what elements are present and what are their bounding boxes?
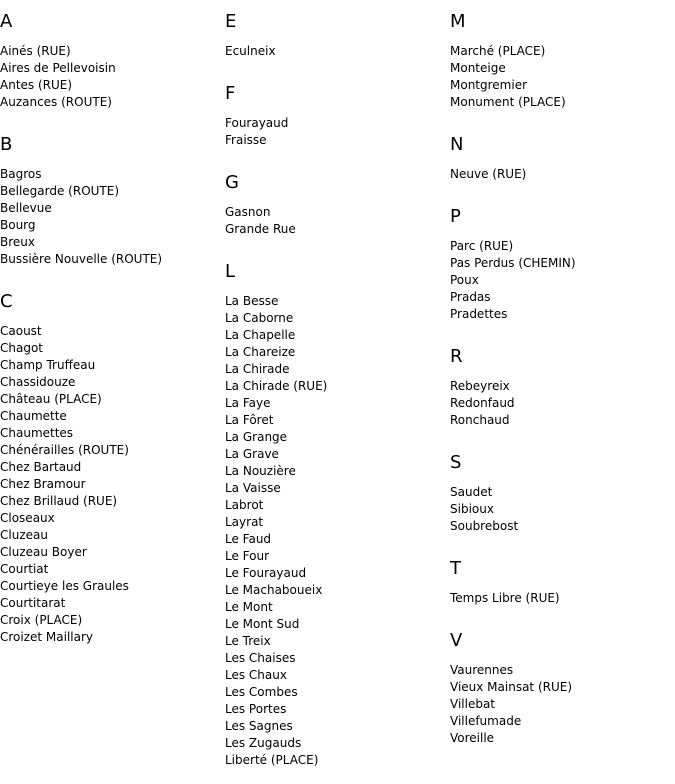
street-link-voreille[interactable]: Voreille — [450, 731, 495, 745]
street-link-la-caborne[interactable]: La Caborne — [225, 311, 294, 325]
street-link-villefumade[interactable]: Villefumade — [450, 714, 522, 728]
street-link-courtiat[interactable]: Courtiat — [0, 562, 49, 576]
letter-section-t — [450, 557, 670, 607]
street-link-sibioux[interactable]: Sibioux — [450, 502, 494, 516]
street-link-pradas[interactable]: Pradas — [450, 290, 491, 304]
street-link-chassidouze[interactable]: Chassidouze — [0, 375, 76, 389]
letter-section-g — [225, 171, 445, 238]
street-link-vaurennes[interactable]: Vaurennes — [450, 663, 514, 677]
letter-section-c — [0, 290, 220, 646]
street-link-bourg[interactable]: Bourg — [0, 218, 36, 232]
index-column — [225, 10, 445, 769]
street-link-fourayaud[interactable]: Fourayaud — [225, 116, 289, 130]
letter-heading: T — [450, 558, 461, 579]
street-link-cluzeau[interactable]: Cluzeau — [0, 528, 48, 542]
street-link-la-foret[interactable]: La Fôret — [225, 413, 274, 427]
street-link-chagot[interactable]: Chagot — [0, 341, 44, 355]
street-link-la-chirade[interactable]: La Chirade — [225, 362, 290, 376]
street-link-les-chaux[interactable]: Les Chaux — [225, 668, 287, 682]
street-link-les-chaises[interactable]: Les Chaises — [225, 651, 296, 665]
street-link-neuve-rue[interactable]: Neuve (RUE) — [450, 167, 527, 181]
street-link-chenerailles-route[interactable]: Chénérailles (ROUTE) — [0, 443, 129, 457]
index-column — [0, 10, 220, 646]
street-link-chaumette[interactable]: Chaumette — [0, 409, 67, 423]
street-link-chateau-place[interactable]: Château (PLACE) — [0, 392, 102, 406]
street-link-cluzeau-boyer[interactable]: Cluzeau Boyer — [0, 545, 87, 559]
letter-section-r — [450, 345, 670, 429]
street-link-la-nouziere[interactable]: La Nouzière — [225, 464, 296, 478]
street-link-la-faye[interactable]: La Faye — [225, 396, 271, 410]
street-link-croix-place[interactable]: Croix (PLACE) — [0, 613, 83, 627]
street-link-la-grange[interactable]: La Grange — [225, 430, 288, 444]
letter-heading: F — [225, 83, 236, 104]
street-list — [225, 115, 445, 149]
street-link-temps-libre-rue[interactable]: Temps Libre (RUE) — [450, 591, 560, 605]
street-link-soubrebost[interactable]: Soubrebost — [450, 519, 519, 533]
letter-heading: S — [450, 452, 462, 473]
street-link-chez-brillaud-rue[interactable]: Chez Brillaud (RUE) — [0, 494, 118, 508]
street-list — [450, 378, 670, 429]
street-link-la-chirade-rue[interactable]: La Chirade (RUE) — [225, 379, 328, 393]
street-link-fraisse[interactable]: Fraisse — [225, 133, 267, 147]
street-link-pradettes[interactable]: Pradettes — [450, 307, 508, 321]
street-link-les-zugauds[interactable]: Les Zugauds — [225, 736, 302, 750]
street-list — [450, 662, 670, 747]
street-link-chez-bramour[interactable]: Chez Bramour — [0, 477, 86, 491]
street-list — [450, 484, 670, 535]
street-list — [450, 166, 670, 183]
street-link-le-fourayaud[interactable]: Le Fourayaud — [225, 566, 307, 580]
street-link-courtitarat[interactable]: Courtitarat — [0, 596, 66, 610]
index-column — [450, 10, 670, 747]
street-list — [450, 43, 670, 111]
street-list — [450, 590, 670, 607]
street-list — [450, 238, 670, 323]
street-link-rebeyreix[interactable]: Rebeyreix — [450, 379, 510, 393]
street-link-eculneix[interactable]: Eculneix — [225, 44, 276, 58]
street-link-redonfaud[interactable]: Redonfaud — [450, 396, 515, 410]
street-link-la-chapelle[interactable]: La Chapelle — [225, 328, 296, 342]
letter-heading: M — [450, 11, 466, 32]
street-link-le-faud[interactable]: Le Faud — [225, 532, 272, 546]
letter-section-b — [0, 133, 220, 268]
street-link-les-sagnes[interactable]: Les Sagnes — [225, 719, 293, 733]
street-list — [0, 166, 220, 268]
letter-section-e — [225, 10, 445, 60]
letter-section-v — [450, 629, 670, 747]
street-list — [0, 43, 220, 111]
letter-heading: B — [0, 134, 13, 155]
letter-section-p — [450, 205, 670, 323]
street-link-le-four[interactable]: Le Four — [225, 549, 270, 563]
street-link-bellevue[interactable]: Bellevue — [0, 201, 52, 215]
street-link-les-portes[interactable]: Les Portes — [225, 702, 287, 716]
street-link-villebat[interactable]: Villebat — [450, 697, 496, 711]
street-link-closeaux[interactable]: Closeaux — [0, 511, 55, 525]
letter-heading: E — [225, 11, 237, 32]
street-link-grande-rue[interactable]: Grande Rue — [225, 222, 296, 236]
street-link-croizet-maillary[interactable]: Croizet Maillary — [0, 630, 94, 644]
street-link-parc-rue[interactable]: Parc (RUE) — [450, 239, 514, 253]
street-link-bellegarde-route[interactable]: Bellegarde (ROUTE) — [0, 184, 120, 198]
street-link-vieux-mainsat-rue[interactable]: Vieux Mainsat (RUE) — [450, 680, 573, 694]
street-link-la-grave[interactable]: La Grave — [225, 447, 279, 461]
street-link-montgremier[interactable]: Montgremier — [450, 78, 528, 92]
street-link-monument-place[interactable]: Monument (PLACE) — [450, 95, 566, 109]
street-link-aires-de-pellevoisin[interactable]: Aires de Pellevoisin — [0, 61, 116, 75]
letter-section-a — [0, 10, 220, 111]
street-link-saudet[interactable]: Saudet — [450, 485, 493, 499]
street-link-layrat[interactable]: Layrat — [225, 515, 264, 529]
street-link-liberte-place[interactable]: Liberté (PLACE) — [225, 753, 319, 767]
letter-heading: R — [450, 346, 463, 367]
letter-heading: C — [0, 291, 13, 312]
street-link-la-besse[interactable]: La Besse — [225, 294, 279, 308]
letter-section-n — [450, 133, 670, 183]
letter-section-s — [450, 451, 670, 535]
letter-heading: A — [0, 11, 13, 32]
street-link-auzances-route[interactable]: Auzances (ROUTE) — [0, 95, 112, 109]
street-link-antes-rue[interactable]: Antes (RUE) — [0, 78, 73, 92]
letter-heading: L — [225, 261, 236, 282]
street-list — [225, 204, 445, 238]
street-link-la-chareize[interactable]: La Chareize — [225, 345, 296, 359]
street-link-courtieye-les-graules[interactable]: Courtieye les Graules — [0, 579, 129, 593]
street-link-breux[interactable]: Breux — [0, 235, 35, 249]
street-link-le-machaboueix[interactable]: Le Machaboueix — [225, 583, 323, 597]
letter-section-m — [450, 10, 670, 111]
letter-heading: G — [225, 172, 239, 193]
street-link-labrot[interactable]: Labrot — [225, 498, 264, 512]
street-link-le-treix[interactable]: Le Treix — [225, 634, 271, 648]
street-link-marche-place[interactable]: Marché (PLACE) — [450, 44, 546, 58]
street-link-la-vaisse[interactable]: La Vaisse — [225, 481, 281, 495]
street-link-gasnon[interactable]: Gasnon — [225, 205, 271, 219]
letter-section-l — [225, 260, 445, 769]
street-link-poux[interactable]: Poux — [450, 273, 479, 287]
street-list — [0, 323, 220, 646]
letter-heading: V — [450, 630, 463, 651]
letter-heading: P — [450, 206, 461, 227]
street-link-aines-rue[interactable]: Ainés (RUE) — [0, 44, 71, 58]
street-link-bussiere-nouvelle-route[interactable]: Bussière Nouvelle (ROUTE) — [0, 252, 163, 266]
street-list — [225, 293, 445, 769]
street-link-le-mont-sud[interactable]: Le Mont Sud — [225, 617, 300, 631]
street-list — [225, 43, 445, 60]
street-link-ronchaud[interactable]: Ronchaud — [450, 413, 510, 427]
letter-heading: N — [450, 134, 464, 155]
street-link-pas-perdus-chemin[interactable]: Pas Perdus (CHEMIN) — [450, 256, 576, 270]
street-link-monteige[interactable]: Monteige — [450, 61, 506, 75]
street-link-le-mont[interactable]: Le Mont — [225, 600, 273, 614]
street-link-les-combes[interactable]: Les Combes — [225, 685, 298, 699]
street-link-chez-bartaud[interactable]: Chez Bartaud — [0, 460, 82, 474]
street-link-caoust[interactable]: Caoust — [0, 324, 42, 338]
street-link-chaumettes[interactable]: Chaumettes — [0, 426, 74, 440]
street-link-bagros[interactable]: Bagros — [0, 167, 42, 181]
street-link-champ-truffeau[interactable]: Champ Truffeau — [0, 358, 96, 372]
letter-section-f — [225, 82, 445, 149]
